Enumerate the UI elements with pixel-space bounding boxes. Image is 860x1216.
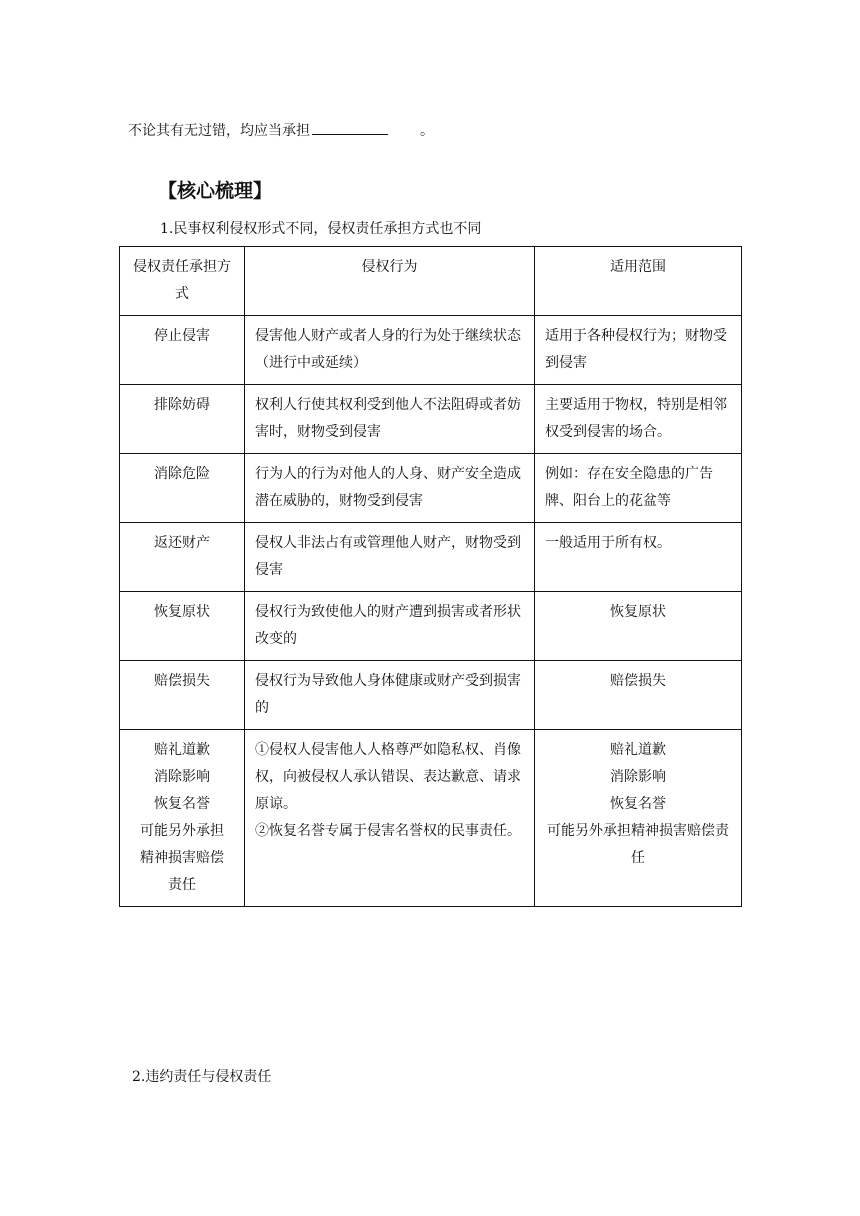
- mode-line: 责任: [168, 877, 196, 893]
- cell-act: 侵权人非法占有或管理他人财产，财物受到侵害: [245, 523, 535, 592]
- subheading-1: 1.民事权利侵权形式不同，侵权责任承担方式也不同: [160, 221, 482, 237]
- cell-act: 行为人的行为对他人的人身、财产安全造成潜在威胁的，财物受到侵害: [245, 454, 535, 523]
- intro-end: 。: [420, 123, 434, 139]
- table-row: [120, 385, 742, 454]
- mode-line: 消除影响: [154, 769, 210, 785]
- mode-line: 赔礼道歉: [154, 742, 210, 758]
- section-heading: 【核心梳理】: [158, 180, 273, 202]
- mode-line: 精神损害赔偿: [140, 850, 224, 866]
- header-scope: 适用范围: [535, 247, 742, 316]
- table-row: [120, 661, 742, 730]
- act-line: ①侵权人侵害他人人格尊严如隐私权、肖像权，向被侵权人承认错误、表达歉意、请求原谅。: [255, 742, 521, 812]
- liability-table: [119, 246, 742, 907]
- cell-act: 侵害他人财产或者人身的行为处于继续状态（进行中或延续）: [245, 316, 535, 385]
- cell-mode: 赔偿损失: [120, 661, 245, 730]
- cell-scope: 例如：存在安全隐患的广告牌、阳台上的花盆等: [535, 454, 742, 523]
- scope-line: 赔礼道歉: [610, 742, 666, 758]
- cell-mode: 恢复原状: [120, 592, 245, 661]
- header-mode: 侵权责任承担方式: [120, 247, 245, 316]
- scope-line: 可能另外承担精神损害赔偿责任: [547, 823, 729, 866]
- table-row: [120, 592, 742, 661]
- cell-mode: 返还财产: [120, 523, 245, 592]
- cell-mode: 消除危险: [120, 454, 245, 523]
- cell-mode: 排除妨碍: [120, 385, 245, 454]
- cell-act: 权利人行使其权利受到他人不法阻碍或者妨害时，财物受到侵害: [245, 385, 535, 454]
- mode-line: 可能另外承担: [140, 823, 224, 839]
- fill-in-blank[interactable]: [312, 122, 388, 135]
- cell-mode: [120, 730, 245, 907]
- cell-scope: [535, 730, 742, 907]
- scope-line: 恢复名誉: [610, 796, 666, 812]
- intro-text: 不论其有无过错，均应当承担: [128, 123, 310, 139]
- cell-scope: 适用于各种侵权行为；财物受到侵害: [535, 316, 742, 385]
- cell-scope: 一般适用于所有权。: [535, 523, 742, 592]
- cell-act: [245, 730, 535, 907]
- cell-scope: 恢复原状: [535, 592, 742, 661]
- header-act: 侵权行为: [245, 247, 535, 316]
- table-row: [120, 454, 742, 523]
- cell-scope: 赔偿损失: [535, 661, 742, 730]
- subheading-2: 2.违约责任与侵权责任: [132, 1069, 272, 1085]
- intro-line: [128, 120, 434, 140]
- table-header-row: [120, 247, 742, 316]
- cell-mode: 停止侵害: [120, 316, 245, 385]
- act-line: ②恢复名誉专属于侵害名誉权的民事责任。: [255, 823, 521, 839]
- cell-scope: 主要适用于物权，特别是相邻权受到侵害的场合。: [535, 385, 742, 454]
- table-row: [120, 730, 742, 907]
- mode-line: 恢复名誉: [154, 796, 210, 812]
- cell-act: 侵权行为致使他人的财产遭到损害或者形状改变的: [245, 592, 535, 661]
- cell-act: 侵权行为导致他人身体健康或财产受到损害的: [245, 661, 535, 730]
- table-row: [120, 316, 742, 385]
- table-row: [120, 523, 742, 592]
- scope-line: 消除影响: [610, 769, 666, 785]
